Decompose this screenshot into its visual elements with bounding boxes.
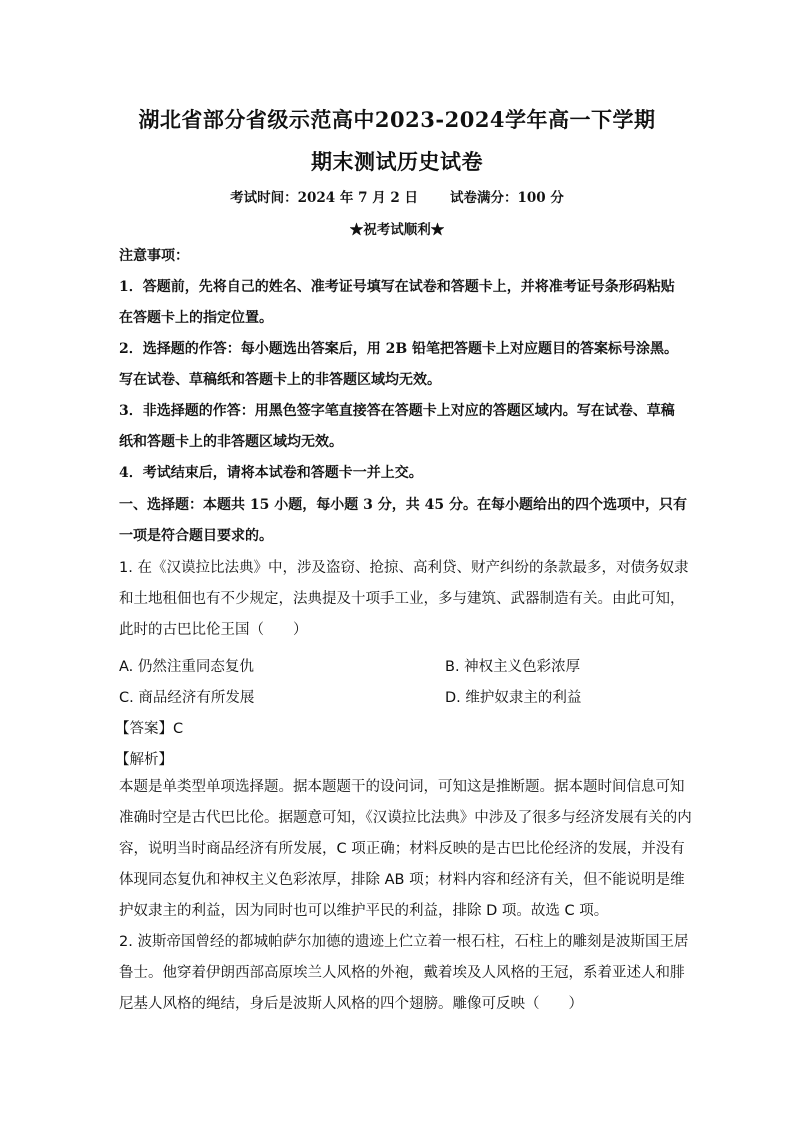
question-1-stem: [119, 553, 689, 646]
q1-analysis-line4: 体现同态复仇和神权主义色彩浓厚，排除 AB 项；材料内容和经济有关，但不能说明是维: [119, 872, 685, 888]
q1-analysis-line5: 护奴隶主的利益，因为同时也可以维护平民的利益，排除 D 项。故选 C 项。: [119, 903, 609, 919]
exam-title-line2: 期末测试历史试卷: [311, 149, 483, 174]
question-2-stem: [119, 927, 689, 1020]
q1-answer: 【答案】C: [115, 721, 184, 737]
notice-item-3-line2: 纸和答题卡上的非答题区域均无效。: [119, 434, 343, 450]
notice-item-2-line2: 写在试卷、草稿纸和答题卡上的非答题区域均无效。: [119, 372, 441, 388]
full-score: 试卷满分：100 分: [449, 190, 564, 206]
q1-analysis-line3: 容，说明当时商品经济有所发展，C 项正确；材料反映的是古巴比伦经济的发展，并没有: [119, 841, 685, 857]
q2-line2: 鲁士。他穿着伊朗西部高原埃兰人风格的外袍，戴着埃及人风格的王冠，系着亚述人和腓: [119, 965, 685, 981]
exam-meta: [0, 186, 794, 206]
notice-item-3-line1: 3．非选择题的作答：用黑色签字笔直接答在答题卡上对应的答题区域内。写在试卷、草稿: [119, 403, 675, 419]
q1-option-c[interactable]: C. 商品经济有所发展: [119, 690, 255, 706]
q1-analysis-label: 【解析】: [115, 752, 173, 768]
section1-instructions: [119, 490, 687, 552]
q1-analysis-line1: 本题是单类型单项选择题。据本题题干的设问词，可知这是推断题。据本题时间信息可知: [119, 779, 685, 795]
exam-title-line1: 湖北省部分省级示范高中2023-2024学年高一下学期: [138, 107, 656, 132]
question-1-analysis: [119, 772, 692, 927]
q1-option-b[interactable]: B. 神权主义色彩浓厚: [445, 659, 581, 675]
notice-item-4: 4．考试结束后，请将本试卷和答题卡一并上交。: [119, 465, 423, 481]
q1-analysis-line2: 准确时空是古代巴比伦。据题意可知，《汉谟拉比法典》中涉及了很多与经济发展有关的内: [119, 810, 692, 826]
q1-option-a[interactable]: A. 仍然注重同态复仇: [119, 659, 254, 675]
blessing: ★祝考试顺利★: [349, 222, 445, 238]
q1-line3: 此时的古巴比伦王国（ ）: [119, 622, 308, 638]
notice-item-1-line1: 1．答题前，先将自己的姓名、准考证号填写在试卷和答题卡上，并将准考证号条形码粘贴: [119, 279, 675, 295]
notice-list: [119, 272, 679, 489]
notice-heading: 注意事项：: [119, 248, 189, 264]
q2-line1: 2. 波斯帝国曾经的都城帕萨尔加德的遗迹上伫立着一根石柱，石柱上的雕刻是波斯国王居: [119, 934, 689, 950]
section1-line2: 一项是符合题目要求的。: [119, 528, 273, 544]
notice-item-1-line2: 在答题卡上的指定位置。: [119, 310, 273, 326]
q2-line3: 尼基人风格的绳结，身后是波斯人风格的四个翅膀。雕像可反映（ ）: [119, 996, 583, 1012]
section1-line1: 一、选择题：本题共 15 小题，每小题 3 分，共 45 分。在每小题给出的四个选项中，只有: [119, 497, 687, 513]
exam-time: 考试时间：2024 年 7 月 2 日: [230, 190, 418, 206]
q1-line2: 和土地租佃也有不少规定，法典提及十项手工业，多与建筑、武器制造有关。由此可知，: [119, 591, 685, 607]
notice-item-2-line1: 2．选择题的作答：每小题选出答案后，用 2B 铅笔把答题卡上对应题目的答案标号涂黑。: [119, 341, 679, 357]
q1-option-d[interactable]: D. 维护奴隶主的利益: [445, 690, 582, 706]
q1-line1: 1. 在《汉谟拉比法典》中，涉及盗窃、抢掠、高利贷、财产纠纷的条款最多，对债务奴隶: [119, 560, 689, 576]
